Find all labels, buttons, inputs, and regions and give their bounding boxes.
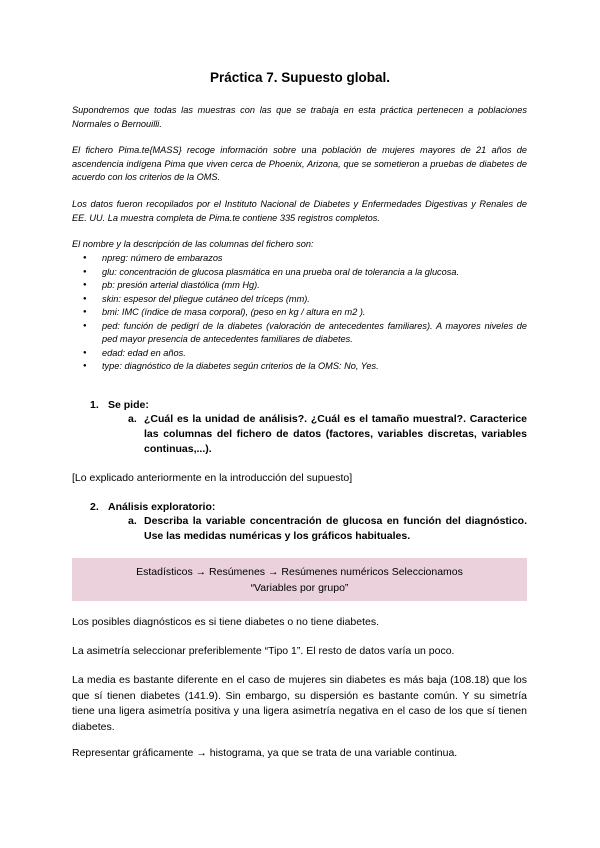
answer-paragraph-2: La asimetría seleccionar preferiblemente “Tipo 1”. El resto de datos varía un poco. (72, 645, 455, 657)
answer-paragraph-3: La media es bastante diferente en el caso de mujeres sin diabetes es más baja (108.18) que los que sí tienen diabetes (141.9). Sin embargo, su dispersión es bastante común. Y su simetría tiene una ligera asimetría positiva y una ligera asimetría negativa en el caso de los que sí tienen diabetes. (72, 674, 527, 733)
list-item: ● edad: edad en años. (102, 347, 527, 361)
question-1-label: Se pide: (108, 399, 149, 411)
list-item: ● bmi: IMC (índice de masa corporal), (peso en kg / altura en m2 ). (102, 306, 527, 320)
list-item: ● ped: función de pedigrí de la diabetes (valoración de antecedentes familiares). A mayores niveles de ped mayor presencia de antecedentes familiares de diabetes. (102, 320, 527, 347)
columns-heading: El nombre y la descripción de las columnas del fichero son: (72, 239, 314, 249)
list-item: ● npreg: número de embarazos (102, 252, 527, 266)
dataset-description: El fichero Pima.te{MASS} recoge información sobre una población de mujeres mayores de 21 años de ascendencia indígena Pima que viven cerca de Phoenix, Arizona, que se sometieron a pruebas de diabetes de acuerdo con los criterios de la OMS. (72, 145, 527, 182)
question-2a-text: Describa la variable concentración de glucosa en función del diagnóstico. Use las medidas numéricas y los gráficos habituales. (144, 515, 527, 542)
list-item: ● pb: presión arterial diastólica (mm Hg). (102, 279, 527, 293)
question-2-number: 2. (90, 501, 99, 513)
source-description: Los datos fueron recopilados por el Instituto Nacional de Diabetes y Enfermedades Digestivas y Renales de EE. UU. La muestra completa de Pima.te contiene 335 registros completos. (72, 199, 527, 223)
question-2a-letter: a. (128, 515, 137, 527)
intro-paragraph: Supondremos que todas las muestras con las que se trabaja en esta práctica pertenecen a poblaciones Normales o Bernouilli. (72, 105, 527, 129)
question-1a-text: ¿Cuál es la unidad de análisis?. ¿Cuál es el tamaño muestral?. Caracterice las columnas del fichero de datos (factores, variables discretas, variables continuas,...). (144, 413, 527, 455)
question-1a-letter: a. (128, 413, 137, 425)
page-title: Práctica 7. Supuesto global. (209, 70, 391, 85)
question-1-number: 1. (90, 399, 99, 411)
note-paragraph: [Lo explicado anteriormente en la introducción del supuesto] (72, 472, 353, 484)
instruction-box: Estadísticos → Resúmenes → Resúmenes numéricos Seleccionamos “Variables por grupo” (72, 558, 527, 601)
answer-paragraph-1: Los posibles diagnósticos es si tiene diabetes o no tiene diabetes. (72, 616, 380, 628)
list-item: ● type: diagnóstico de la diabetes según criterios de la OMS: No, Yes. (102, 360, 527, 374)
list-item: ● skin: espesor del pliegue cutáneo del tríceps (mm). (102, 293, 527, 307)
list-item: ● glu: concentración de glucosa plasmática en una prueba oral de tolerancia a la glucosa. (102, 266, 527, 280)
question-2-label: Análisis exploratorio: (108, 501, 216, 513)
columns-list (72, 252, 527, 374)
answer-paragraph-4: Representar gráficamente → histograma, ya que se trata de una variable continua. (72, 747, 458, 759)
